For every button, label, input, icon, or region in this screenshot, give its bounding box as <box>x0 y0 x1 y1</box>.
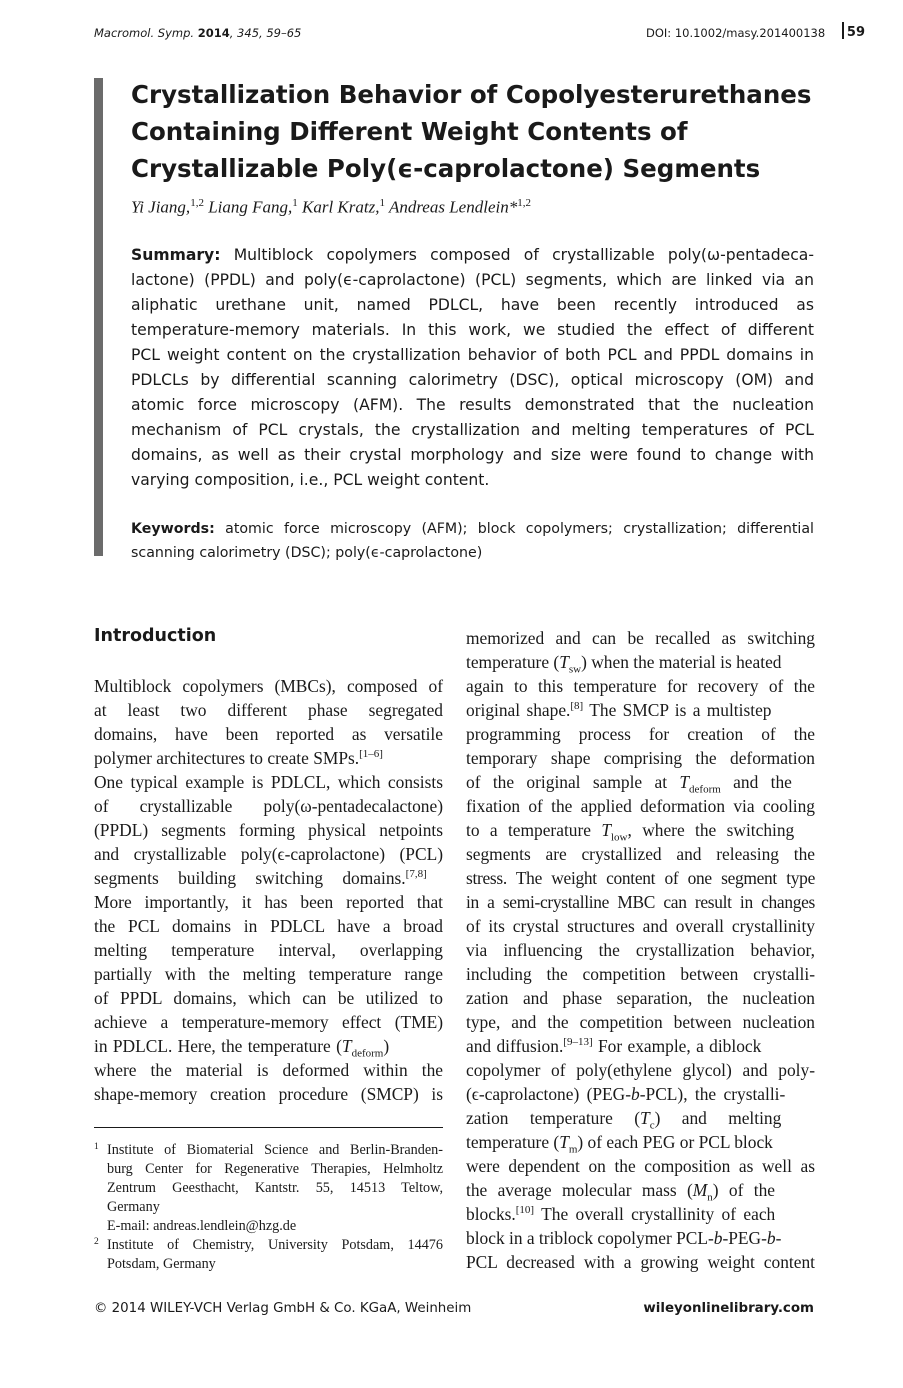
summary-line: PCL weight content on the crystallization behavior of both PCL and PPDL domains in <box>131 346 814 364</box>
footnotes <box>94 1141 443 1274</box>
body-text: and diffusion. <box>466 1036 564 1056</box>
body-line <box>466 650 815 674</box>
title-line: Crystallizable Poly(ϵ-caprolactone) Segments <box>131 154 761 183</box>
body-line: achieve a temperature-memory effect (TME) <box>94 1012 443 1032</box>
body-text: ) and melting <box>654 1108 782 1128</box>
body-line: One typical example is PDLCL, which consists <box>94 772 443 792</box>
summary-text: Multiblock copolymers composed of crystallizable poly(ω-pentadeca- <box>233 246 814 264</box>
footnote-number: 1 <box>94 1142 99 1152</box>
footnote-line: burg Center for Regenerative Therapies, Helmholtz <box>107 1161 443 1177</box>
footnote-line: Zentrum Geesthacht, Kantstr. 55, 14513 Teltow, <box>107 1180 443 1196</box>
body-text: For example, a diblock <box>592 1036 762 1056</box>
body-text: -PEG- <box>722 1228 767 1248</box>
body-line <box>466 1130 815 1154</box>
body-line: partially with the melting temperature range <box>94 964 443 984</box>
body-text: of the original sample at <box>466 772 680 792</box>
summary-line: varying composition, i.e., PCL weight content. <box>131 471 490 489</box>
body-text: -PCL), the crystalli- <box>639 1084 786 1104</box>
body-text: - <box>775 1228 782 1248</box>
author-list <box>131 197 531 218</box>
copyright-notice: © 2014 WILEY-VCH Verlag GmbH & Co. KGaA, Weinheim <box>94 1301 472 1316</box>
body-text: and the <box>720 772 792 792</box>
body-line: More importantly, it has been reported that <box>94 892 443 912</box>
body-line: in a semi-crystalline MBC can result in changes <box>466 892 815 912</box>
body-line <box>466 1178 815 1202</box>
footnote-affiliation-2 <box>94 1236 443 1274</box>
body-line: including the competition between crystalli- <box>466 964 815 984</box>
body-text: The overall crystallinity of each <box>534 1204 776 1224</box>
publisher-website-link[interactable]: wileyonlinelibrary.com <box>643 1301 814 1316</box>
doi: DOI: 10.1002/masy.201400138 <box>646 26 826 40</box>
section-heading-introduction: Introduction <box>94 626 217 646</box>
body-line: where the material is deformed within the <box>94 1060 443 1080</box>
footnote-line: Institute of Biomaterial Science and Berlin-Branden- <box>107 1142 443 1158</box>
body-line <box>466 818 815 842</box>
footnote-line: Germany <box>107 1199 160 1215</box>
citation: [8] <box>570 700 584 713</box>
summary-line <box>131 243 814 268</box>
body-text: in PDLCL. Here, the temperature ( <box>94 1036 342 1056</box>
footnote-affiliation-1 <box>94 1141 443 1236</box>
abstract-summary <box>131 243 814 493</box>
body-line: stress. The weight content of one segment type <box>466 868 815 888</box>
footnote-line: Potsdam, Germany <box>107 1256 216 1272</box>
body-line: fixation of the applied deformation via cooling <box>466 796 815 816</box>
body-line <box>94 866 443 890</box>
body-line: type, and the competition between nucleation <box>466 1012 815 1032</box>
body-column-left <box>94 674 443 1106</box>
body-text: polymer architectures to create SMPs. <box>94 748 360 768</box>
citation: [7,8] <box>405 868 427 881</box>
journal-year: 2014 <box>197 26 230 40</box>
page-number <box>842 22 865 40</box>
body-text: block in a triblock copolymer PCL- <box>466 1228 714 1248</box>
body-line: domains, have been reported as versatile <box>94 724 443 744</box>
body-text: temperature ( <box>466 652 560 672</box>
keywords <box>131 517 814 565</box>
body-text: to a temperature <box>466 820 602 840</box>
subscript: low <box>611 831 628 844</box>
body-line <box>466 698 815 722</box>
body-text: temperature ( <box>466 1132 560 1152</box>
summary-line: atomic force microscopy (AFM). The results demonstrated that the nucleation <box>131 396 814 414</box>
body-line: of PPDL domains, which can be utilized to <box>94 988 443 1008</box>
symbol: b <box>631 1084 640 1104</box>
summary-line: domains, as well as their crystal morphology and size were found to change with <box>131 446 814 464</box>
body-text: ) of the <box>712 1180 776 1200</box>
article-title <box>131 76 851 187</box>
abstract-side-bar <box>94 78 103 556</box>
body-line: (PPDL) segments forming physical netpoints <box>94 820 443 840</box>
keywords-line <box>131 517 814 541</box>
body-line <box>466 1202 815 1226</box>
symbol: T <box>601 820 611 840</box>
symbol: T <box>559 652 569 672</box>
subscript: c <box>649 1119 655 1132</box>
body-line: copolymer of poly(ethylene glycol) and poly- <box>466 1060 815 1080</box>
running-head <box>94 26 865 44</box>
summary-line: temperature-memory materials. In this work, we studied the effect of different <box>131 321 814 339</box>
author-affiliation: 1,2 <box>517 197 531 209</box>
author-affiliation: 1 <box>292 197 298 209</box>
body-text: the average molecular mass ( <box>466 1180 693 1200</box>
body-line: zation and phase separation, the nucleation <box>466 988 815 1008</box>
citation: [1–6] <box>359 748 383 761</box>
body-line <box>466 1034 815 1058</box>
author-name: Andreas Lendlein* <box>388 197 518 217</box>
body-line <box>94 1034 443 1058</box>
body-line: memorized and can be recalled as switching <box>466 628 815 648</box>
subscript: m <box>568 1143 578 1156</box>
footnote-number: 2 <box>94 1237 99 1247</box>
body-line: Multiblock copolymers (MBCs), composed of <box>94 676 443 696</box>
subscript: n <box>707 1191 713 1204</box>
body-column-right <box>466 626 815 1274</box>
subscript: deform <box>689 783 721 796</box>
body-line: of crystallizable poly(ω-pentadecalactone) <box>94 796 443 816</box>
summary-line: mechanism of PCL crystals, the crystallization and melting temperatures of PCL <box>131 421 814 439</box>
subscript: deform <box>351 1047 384 1060</box>
body-line: of its crystal structures and overall crystallinity <box>466 916 815 936</box>
body-text: (ϵ-caprolactone) (PEG- <box>466 1084 632 1104</box>
author-name: Liang Fang, <box>208 197 293 217</box>
symbol: T <box>559 1132 569 1152</box>
body-line: shape-memory creation procedure (SMCP) is <box>94 1084 443 1104</box>
journal-name: Macromol. Symp. <box>94 26 195 40</box>
symbol: T <box>679 772 690 792</box>
body-line: via influencing the crystallization behavior, <box>466 940 815 960</box>
journal-citation <box>94 26 301 40</box>
body-text: segments building switching domains. <box>94 868 406 888</box>
body-line: were dependent on the composition as well as <box>466 1156 815 1176</box>
keywords-label: Keywords: <box>131 521 215 537</box>
body-text: original shape. <box>466 700 571 720</box>
body-text: blocks. <box>466 1204 516 1224</box>
summary-line: lactone) (PPDL) and poly(ϵ-caprolactone) (PCL) segments, which are linked via an <box>131 271 814 289</box>
author-affiliation: 1 <box>379 197 385 209</box>
summary-label: Summary: <box>131 246 221 264</box>
body-line <box>466 770 815 794</box>
summary-line: aliphatic urethane unit, named PDLCL, have been recently introduced as <box>131 296 814 314</box>
page-number-value: 59 <box>846 25 865 40</box>
author-name: Karl Kratz, <box>302 197 380 217</box>
body-line: segments are crystallized and releasing the <box>466 844 815 864</box>
body-text: ) when the material is heated <box>581 652 782 672</box>
title-line: Crystallization Behavior of Copolyesterurethanes <box>131 80 812 109</box>
keywords-text: atomic force microscopy (AFM); block copolymers; crystallization; differential <box>225 521 814 537</box>
body-text: , where the switching <box>627 820 795 840</box>
body-line <box>466 1082 815 1106</box>
body-text: ) <box>383 1036 390 1056</box>
symbol: b <box>713 1228 723 1248</box>
symbol: T <box>341 1036 352 1056</box>
body-line: at least two different phase segregated <box>94 700 443 720</box>
body-text: ) of each PEG or PCL block <box>577 1132 773 1152</box>
footnote-rule <box>94 1127 443 1128</box>
footnote-line: Institute of Chemistry, University Potsdam, 14476 <box>107 1237 443 1253</box>
keywords-line: scanning calorimetry (DSC); poly(ϵ-caprolactone) <box>131 545 483 561</box>
page-number-bar <box>842 22 844 39</box>
body-line <box>94 746 443 770</box>
body-text: The SMCP is a multistep <box>583 700 772 720</box>
journal-volume-pages: , 345, 59–65 <box>229 26 302 40</box>
body-line: melting temperature interval, overlapping <box>94 940 443 960</box>
symbol: T <box>640 1108 650 1128</box>
author-name: Yi Jiang, <box>131 197 191 217</box>
body-line: temporary shape comprising the deformation <box>466 748 815 768</box>
symbol: M <box>692 1180 708 1200</box>
citation: [9–13] <box>563 1036 593 1049</box>
title-line: Containing Different Weight Contents of <box>131 117 688 146</box>
body-line: the PCL domains in PDLCL have a broad <box>94 916 443 936</box>
body-line: and crystallizable poly(ϵ-caprolactone) (PCL) <box>94 844 443 864</box>
body-line <box>466 1226 815 1250</box>
author-affiliation: 1,2 <box>190 197 204 209</box>
body-line: PCL decreased with a growing weight content <box>466 1252 815 1272</box>
citation: [10] <box>515 1204 535 1217</box>
summary-line: PDLCLs by differential scanning calorimetry (DSC), optical microscopy (OM) and <box>131 371 814 389</box>
body-line: again to this temperature for recovery of the <box>466 676 815 696</box>
footnote-email: E-mail: andreas.lendlein@hzg.de <box>107 1218 297 1234</box>
body-line: programming process for creation of the <box>466 724 815 744</box>
body-text: zation temperature ( <box>466 1108 641 1128</box>
symbol: b <box>766 1228 776 1248</box>
body-line <box>466 1106 815 1130</box>
subscript: sw <box>568 663 582 676</box>
